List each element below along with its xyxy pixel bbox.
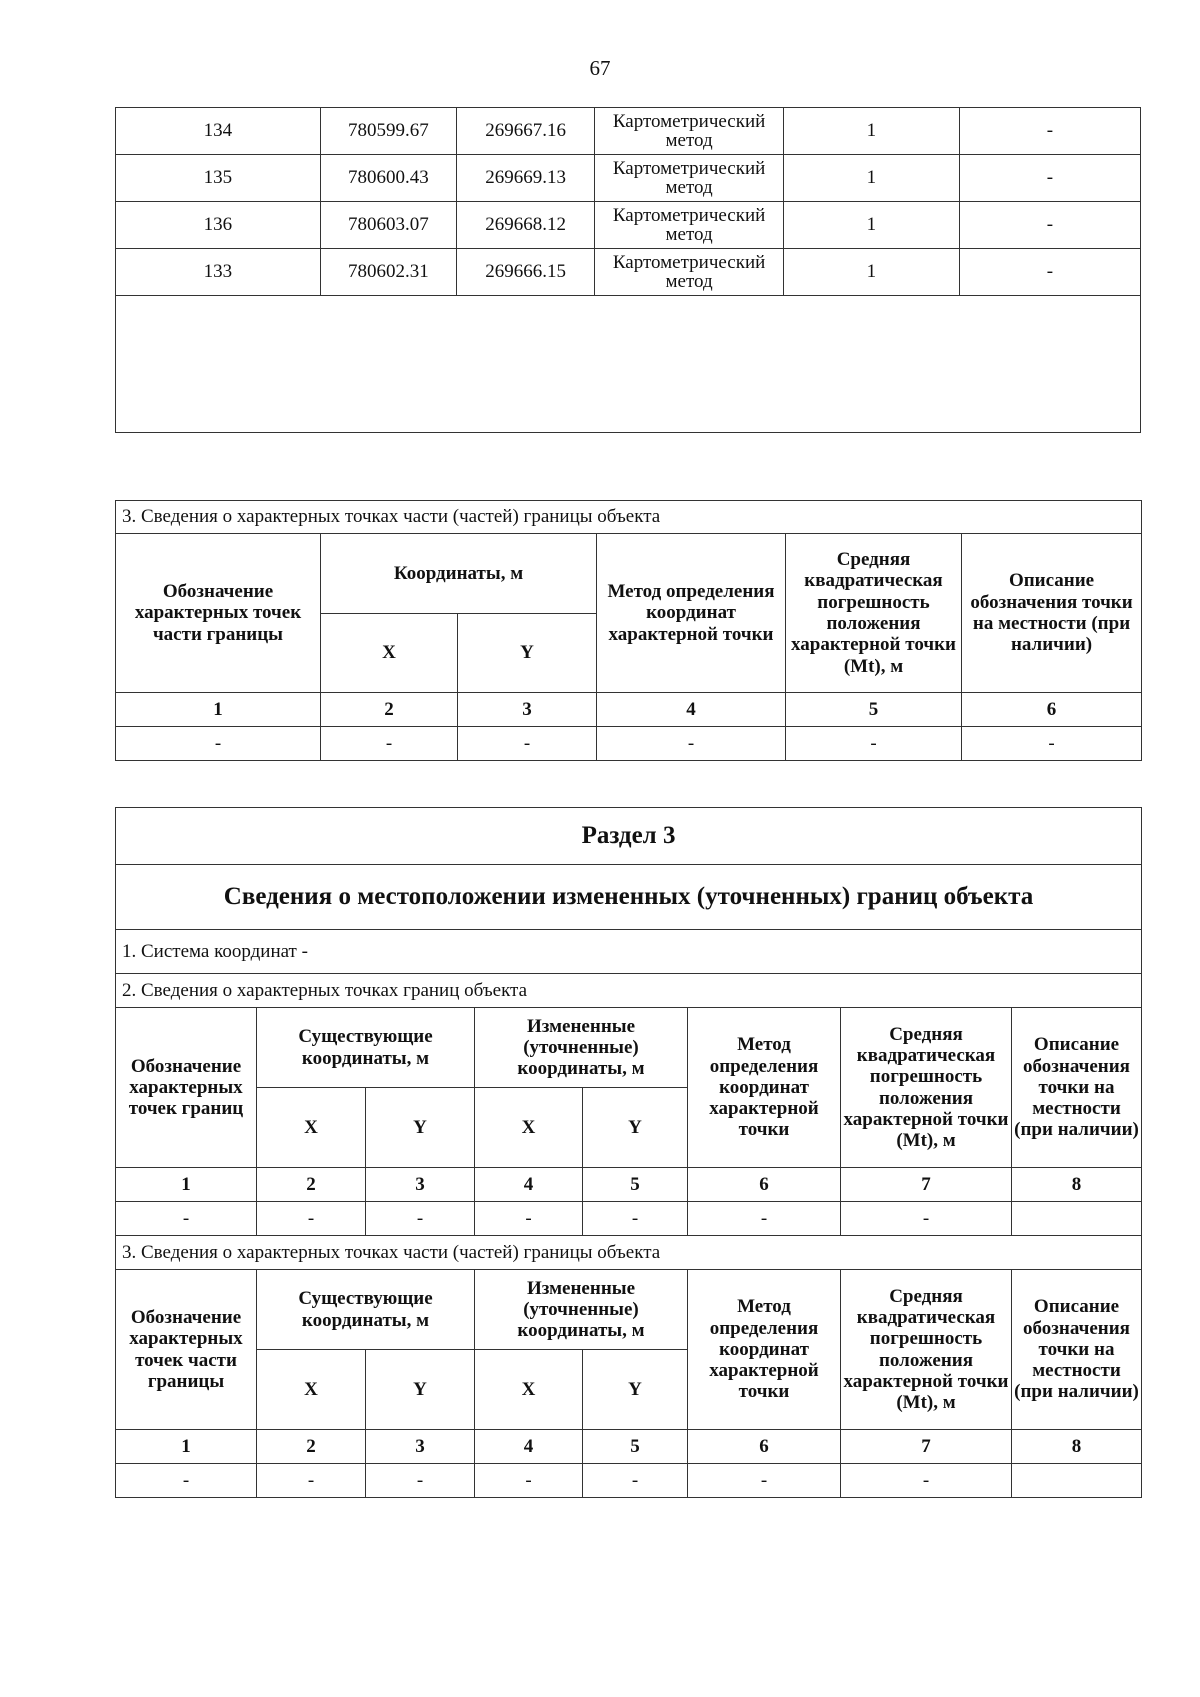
empty-cell [116,296,1141,433]
caption-row [116,1236,1142,1270]
header-x: X [257,1350,366,1430]
point-desc: - [959,155,1140,202]
table-row [116,155,1141,202]
section-title: Раздел 3 [116,808,1142,865]
header-existing: Существующие координаты, м [257,1270,475,1350]
point-desc: - [959,202,1140,249]
header-y: Y [458,614,597,693]
column-number: 4 [475,1430,583,1464]
point-mt: 1 [783,202,959,249]
header-y: Y [583,1350,688,1430]
header-designation-part: Обозначение характерных точек части границы [116,1270,257,1430]
point-id: 136 [116,202,321,249]
column-number: 1 [116,1168,257,1202]
table-row [116,108,1141,155]
column-number: 3 [458,693,597,727]
point-x: 780599.67 [320,108,456,155]
header-mt: Средняя квадратическая погрешность положения характерной точки (Mt), м [841,1008,1012,1168]
column-number: 8 [1012,1168,1142,1202]
point-desc: - [959,249,1140,296]
column-number: 6 [688,1430,841,1464]
value-cell: - [116,1202,257,1236]
column-number: 8 [1012,1430,1142,1464]
value-cell: - [841,1202,1012,1236]
column-number-row [116,1168,1142,1202]
value-cell [1012,1464,1142,1498]
table-row [116,249,1141,296]
table-row [116,1464,1142,1498]
value-cell: - [583,1464,688,1498]
header-mt: Средняя квадратическая погрешность положения характерной точки (Mt), м [841,1270,1012,1430]
section-subtitle: Сведения о местоположении измененных (уточненных) границ объекта [116,865,1142,930]
header-designation: Обозначение характерных точек части границы [116,534,321,693]
column-number: 1 [116,1430,257,1464]
point-id: 134 [116,108,321,155]
column-number: 4 [597,693,786,727]
header-x: X [257,1088,366,1168]
point-desc: - [959,108,1140,155]
boundary-caption: 2. Сведения о характерных точках границ объекта [116,974,1142,1008]
header-y: Y [583,1088,688,1168]
value-cell: - [116,727,321,761]
value-cell: - [366,1464,475,1498]
caption-row [116,501,1142,534]
table-row [116,202,1141,249]
point-y: 269667.16 [456,108,594,155]
column-number: 6 [962,693,1142,727]
value-cell [1012,1202,1142,1236]
table-caption: 3. Сведения о характерных точках части (частей) границы объекта [116,501,1142,534]
table-row [116,727,1142,761]
header-mt: Средняя квадратическая погрешность положения характерной точки (Mt), м [786,534,962,693]
column-number-row [116,1430,1142,1464]
value-cell: - [962,727,1142,761]
value-cell: - [688,1464,841,1498]
column-number: 5 [583,1430,688,1464]
value-cell: - [583,1202,688,1236]
point-y: 269668.12 [456,202,594,249]
header-coords: Координаты, м [321,534,597,614]
header-method: Метод определения координат характерной точки [688,1008,841,1168]
point-method: Картометрический метод [595,155,784,202]
header-x: X [475,1088,583,1168]
header-y: Y [366,1350,475,1430]
column-number-row [116,693,1142,727]
column-number: 7 [841,1430,1012,1464]
page-number: 67 [589,56,611,80]
header-changed: Измененные (уточненные) координаты, м [475,1008,688,1088]
section3-table [115,807,1142,1498]
header-x: X [475,1350,583,1430]
point-y: 269666.15 [456,249,594,296]
column-number: 3 [366,1168,475,1202]
point-mt: 1 [783,155,959,202]
table-row [116,1202,1142,1236]
column-number: 2 [257,1168,366,1202]
header-desc: Описание обозначения точки на местности (при наличии) [1012,1008,1142,1168]
header-existing: Существующие координаты, м [257,1008,475,1088]
column-number: 4 [475,1168,583,1202]
value-cell: - [116,1464,257,1498]
coord-system: 1. Система координат - [116,930,1142,974]
column-number: 3 [366,1430,475,1464]
column-number: 2 [321,693,458,727]
part-points-table [115,500,1142,761]
header-row [116,1008,1142,1088]
column-number: 2 [257,1430,366,1464]
header-changed: Измененные (уточненные) координаты, м [475,1270,688,1350]
point-x: 780603.07 [320,202,456,249]
column-number: 5 [583,1168,688,1202]
point-id: 133 [116,249,321,296]
section-title-row [116,808,1142,865]
point-y: 269669.13 [456,155,594,202]
header-method: Метод определения координат характерной точки [597,534,786,693]
value-cell: - [321,727,458,761]
value-cell: - [841,1464,1012,1498]
header-designation: Обозначение характерных точек границ [116,1008,257,1168]
caption-row [116,974,1142,1008]
point-method: Картометрический метод [595,249,784,296]
empty-row [116,296,1141,433]
header-x: X [321,614,458,693]
value-cell: - [688,1202,841,1236]
value-cell: - [786,727,962,761]
point-mt: 1 [783,249,959,296]
point-x: 780602.31 [320,249,456,296]
value-cell: - [475,1464,583,1498]
point-x: 780600.43 [320,155,456,202]
part-caption: 3. Сведения о характерных точках части (частей) границы объекта [116,1236,1142,1270]
column-number: 6 [688,1168,841,1202]
value-cell: - [597,727,786,761]
points-table [115,107,1141,433]
header-y: Y [366,1088,475,1168]
header-desc: Описание обозначения точки на местности (при наличии) [1012,1270,1142,1430]
column-number: 1 [116,693,321,727]
caption-row [116,930,1142,974]
value-cell: - [475,1202,583,1236]
column-number: 5 [786,693,962,727]
header-row [116,534,1142,614]
point-mt: 1 [783,108,959,155]
section-subtitle-row [116,865,1142,930]
header-row [116,1270,1142,1350]
header-desc: Описание обозначения точки на местности (при наличии) [962,534,1142,693]
point-id: 135 [116,155,321,202]
value-cell: - [257,1202,366,1236]
column-number: 7 [841,1168,1012,1202]
point-method: Картометрический метод [595,202,784,249]
value-cell: - [366,1202,475,1236]
point-method: Картометрический метод [595,108,784,155]
header-method: Метод определения координат характерной точки [688,1270,841,1430]
value-cell: - [257,1464,366,1498]
value-cell: - [458,727,597,761]
